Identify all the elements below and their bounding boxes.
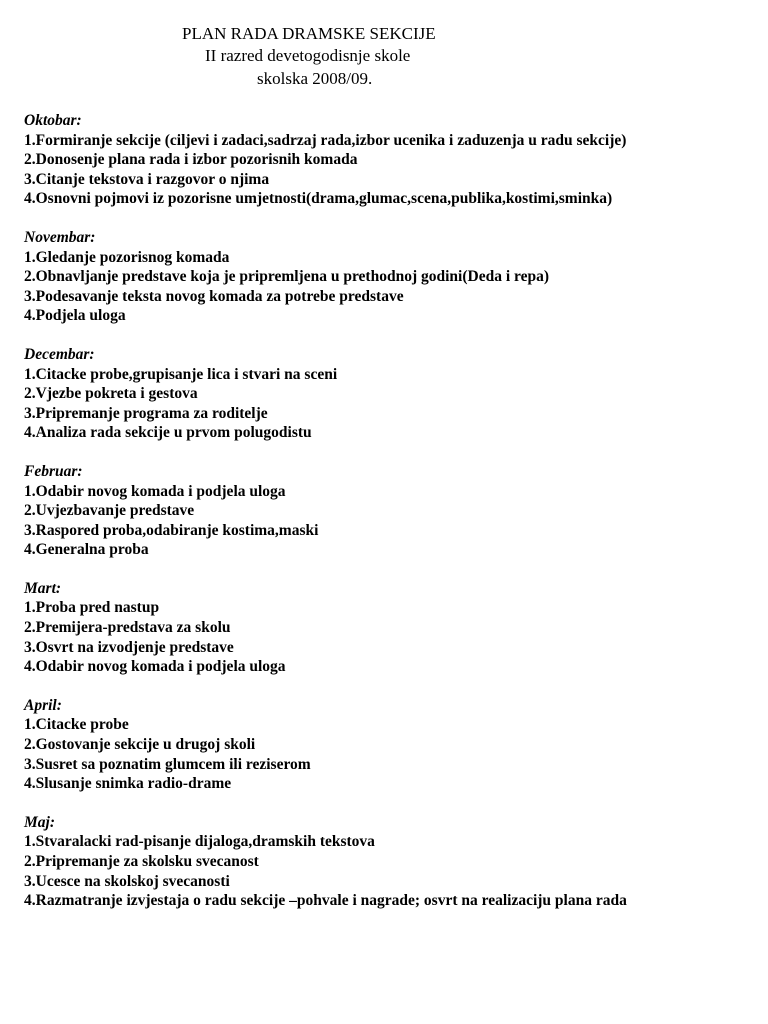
section-novembar <box>24 228 754 326</box>
plan-item: 1.Odabir novog komada i podjela uloga <box>24 482 286 500</box>
plan-item: 1.Proba pred nastup <box>24 599 160 617</box>
plan-item: 2.Obnavljanje predstave koja je pripremljena u prethodnoj godini(Deda i repa) <box>24 268 550 286</box>
month-heading: Novembar: <box>24 228 96 246</box>
plan-item: 1.Citacke probe <box>24 716 129 734</box>
plan-item: 4.Analiza rada sekcije u prvom polugodistu <box>24 424 312 442</box>
plan-item: 4.Podjela uloga <box>24 307 126 325</box>
month-heading: April: <box>24 696 62 714</box>
plan-item: 2.Pripremanje za skolsku svecanost <box>24 853 259 870</box>
plan-item: 3.Raspored proba,odabiranje kostima,maski <box>24 521 319 539</box>
plan-content <box>24 111 754 930</box>
plan-item: 3.Podesavanje teksta novog komada za potrebe predstave <box>24 287 404 305</box>
section-oktobar <box>24 111 754 209</box>
document-title: PLAN RADA DRAMSKE SEKCIJE <box>182 24 436 43</box>
school-year: skolska 2008/09. <box>257 69 373 88</box>
plan-item: 4.Slusanje snimka radio-drame <box>24 775 232 793</box>
month-heading: Mart: <box>24 579 62 597</box>
plan-item: 2.Uvjezbavanje predstave <box>24 502 195 520</box>
plan-item: 3.Susret sa poznatim glumcem ili reziserom <box>24 755 311 773</box>
plan-item: 3.Ucesce na skolskoj svecanosti <box>24 872 230 890</box>
document-subtitle: II razred devetogodisnje skole <box>205 46 411 65</box>
plan-item: 1.Stvaralacki rad-pisanje dijaloga,dramskih tekstova <box>24 833 375 851</box>
section-decembar <box>24 345 754 443</box>
plan-item: 3.Citanje tekstova i razgovor o njima <box>24 170 270 188</box>
month-heading: Decembar: <box>24 345 95 363</box>
month-heading: Februar: <box>24 462 83 480</box>
plan-item: 2.Gostovanje sekcije u drugoj skoli <box>24 736 256 754</box>
month-heading: Maj: <box>24 813 55 831</box>
section-mart <box>24 579 754 677</box>
section-maj <box>24 813 754 911</box>
plan-item: 4.Razmatranje izvjestaja o radu sekcije –pohvale i nagrade; osvrt na realizaciju plana rada <box>24 892 627 910</box>
month-heading: Oktobar: <box>24 112 82 129</box>
plan-item: 1.Formiranje sekcije (ciljevi i zadaci,sadrzaj rada,izbor ucenika i zaduzenja u radu sekcije) <box>24 131 627 149</box>
plan-item: 3.Osvrt na izvodjenje predstave <box>24 638 234 656</box>
plan-item: 1.Gledanje pozorisnog komada <box>24 248 230 266</box>
plan-item: 3.Pripremanje programa za roditelje <box>24 404 268 422</box>
section-februar <box>24 462 754 560</box>
plan-item: 2.Premijera-predstava za skolu <box>24 619 231 637</box>
plan-item: 4.Osnovni pojmovi iz pozorisne umjetnosti(drama,glumac,scena,publika,kostimi,sminka) <box>24 190 613 208</box>
plan-item: 4.Generalna proba <box>24 541 149 559</box>
plan-item: 1.Citacke probe,grupisanje lica i stvari na sceni <box>24 365 338 383</box>
section-april <box>24 696 754 794</box>
plan-item: 2.Donosenje plana rada i izbor pozorisnih komada <box>24 151 358 169</box>
plan-item: 2.Vjezbe pokreta i gestova <box>24 385 198 403</box>
plan-item: 4.Odabir novog komada i podjela uloga <box>24 658 286 676</box>
